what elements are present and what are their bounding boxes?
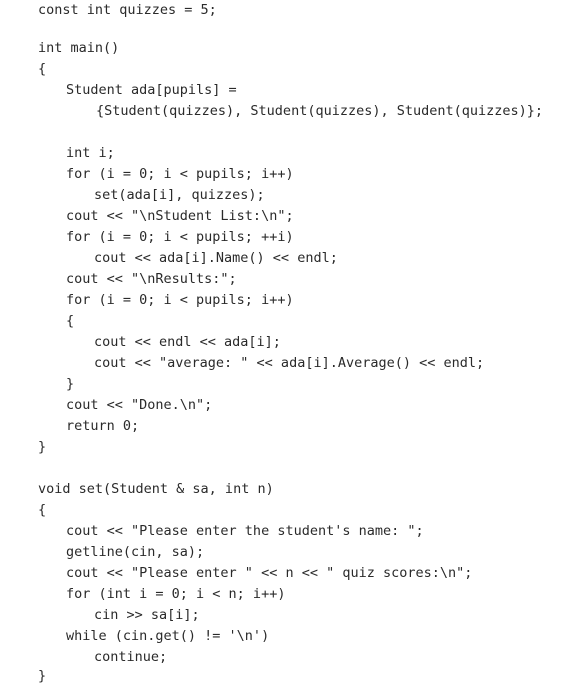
code-line-6: {Student(quizzes), Student(quizzes), Student(quizzes)}; [96,103,544,119]
code-line-11: cout << "\nStudent List:\n"; [66,208,294,224]
code-line-20: cout << "Done.\n"; [66,397,213,413]
code-line-12: for (i = 0; i < pupils; ++i) [66,229,294,245]
code-line-10: set(ada[i], quizzes); [94,187,265,203]
code-line-14: cout << "\nResults:"; [66,271,237,287]
code-line-3: int main() [38,40,120,56]
code-line-24: void set(Student & sa, int n) [38,481,274,497]
code-line-25: { [38,502,47,518]
code-line-9: for (i = 0; i < pupils; i++) [66,166,294,182]
code-line-29: for (int i = 0; i < n; i++) [66,586,286,602]
code-line-15: for (i = 0; i < pupils; i++) [66,292,294,308]
code-line-17: cout << endl << ada[i]; [94,334,281,350]
code-line-21: return 0; [66,418,140,434]
code-line-19: } [66,376,75,392]
code-line-4: { [38,61,47,77]
code-line-33: } [38,668,47,684]
code-line-27: getline(cin, sa); [66,544,205,560]
code-line-8: int i; [66,145,115,161]
code-line-5: Student ada[pupils] = [66,82,237,98]
code-line-22: } [38,439,47,455]
code-line-13: cout << ada[i].Name() << endl; [94,250,338,266]
code-line-18: cout << "average: " << ada[i].Average() << endl; [94,355,485,371]
code-line-26: cout << "Please enter the student's name: "; [66,523,424,539]
code-line-32: continue; [94,649,168,665]
code-line-28: cout << "Please enter " << n << " quiz scores:\n"; [66,565,473,581]
code-line-30: cin >> sa[i]; [94,607,200,623]
code-line-16: { [66,313,75,329]
code-line-1: const int quizzes = 5; [38,2,217,18]
code-line-31: while (cin.get() != '\n') [66,628,270,644]
